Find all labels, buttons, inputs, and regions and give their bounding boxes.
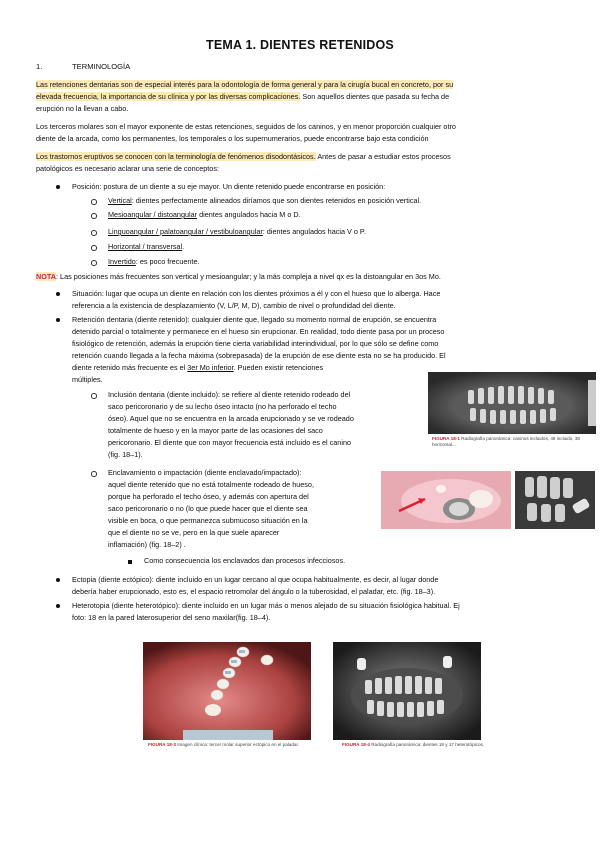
- ectopia-line-2: debería haber erupcionado, esto es, el espacio retromolar del ángulo o la tuberosidad, el paladar, etc. (fig. 18–3).: [72, 587, 436, 596]
- intro-line-2: [36, 91, 564, 103]
- panoramic-radiograph-image: [333, 642, 481, 740]
- figure-18-4-caption: FIGURA 18-4 Radiografía panorámica: dientes 18 y 17 heterotópicos.: [342, 742, 485, 747]
- intro-line-3: erupción no la llevan a cabo.: [36, 104, 129, 113]
- p3-highlight: Los trastornos eruptivos se conocen con la terminología de fenómenos disodontásicos.: [36, 152, 316, 161]
- heterotopia-line-1: Heterotopia (diente heterotópico): diente incluido en un lugar más o menos alejado de su situación fisiológica habitual. Ej: [72, 601, 460, 610]
- section-heading: [36, 62, 130, 71]
- retencion-line-1: Retención dentaria (diente retenido): cualquier diente que, llegado su momento normal de erupción, se encuentra: [72, 315, 437, 324]
- enclavamiento-line-7: inflamación) (fig. 18–2) .: [108, 540, 186, 549]
- figure-18-2-radiograph: [515, 471, 595, 529]
- section-number: 1.: [36, 62, 43, 71]
- figure-18-3-caption: FIGURA 18-3 Imagen clínica: tercer molar superior ectópico en el paladar.: [148, 742, 299, 747]
- intro-highlight-1: Las retenciones dentarias son de especial interés para la odontología de forma general y para la cirugía bucal en concreto, por su: [36, 80, 454, 89]
- retencion-line-4: retención cuando llegada a la fecha máxima (sobrepasada) de la erupción de ese diente esta no se ha producido. El: [72, 351, 446, 360]
- bullet-dot-icon: [56, 185, 60, 189]
- ectopia-line-1: Ectopia (diente ectópico): diente incluido en un lugar cercano al que ocupa habitualmente, es decir, al lugar donde: [72, 575, 439, 584]
- bullet-circle-icon: [91, 471, 97, 477]
- p2-line-1: Los terceros molares son el mayor exponente de estas retenciones, seguidos de los caninos, y en menor proporción cualquier otro: [36, 122, 456, 131]
- posicion-item-4: Horizontal / transversal.: [108, 242, 185, 251]
- bullet-circle-icon: [91, 245, 97, 251]
- enclavamiento-sub: Como consecuencia los enclavados dan procesos infecciosos.: [144, 556, 346, 565]
- retencion-line-6: múltiples.: [72, 375, 103, 384]
- inclusion-line-1: Inclusión dentaria (diente incluido): se refiere al diente retenido rodeado del: [108, 390, 351, 399]
- enclavamiento-line-1: Enclavamiento o impactación (diente enclavado/impactado):: [108, 468, 302, 477]
- bullet-dot-icon: [56, 292, 60, 296]
- situacion-line-2: referencia a la existencia de desplazamiento (V, L/P, M, D), cambio de nivel o profundidad del diente.: [72, 301, 396, 310]
- retencion-line-2: detenido parcial o totalmente y permanece en el hueso sin erupcionar. En realidad, todo diente pasa por un proceso: [72, 327, 445, 336]
- clinical-photo-image: [381, 471, 511, 529]
- posicion-item-2: Mesioangular / distoangular dientes angulados hacia M o D.: [108, 210, 301, 219]
- bullet-square-icon: [128, 560, 132, 564]
- bullet-circle-icon: [91, 230, 97, 236]
- posicion-text: Posición: postura de un diente a su eje mayor. Un diente retenido puede encontrarse en posición:: [72, 182, 386, 191]
- nota: [36, 271, 441, 283]
- palate-photo-image: [143, 642, 311, 740]
- posicion-item-1: Vertical: dientes perfectamente alineados diríamos que son dientes retenidos en posición vertical.: [108, 196, 422, 205]
- page-title: TEMA 1. DIENTES RETENIDOS: [206, 38, 394, 52]
- bullet-dot-icon: [56, 318, 60, 322]
- enclavamiento-line-3: porque ha perforado el techo óseo, y además con apertura del: [108, 492, 309, 501]
- inclusion-line-6: (fig. 18–1).: [108, 450, 143, 459]
- nota-text: : Las posiciones más frecuentes son vertical y mesioangular; y la más compleja a nivel qx es la distoangular en 3os Mo.: [56, 272, 441, 281]
- section-label: TERMINOLOGÍA: [72, 62, 131, 71]
- retencion-line-5: diente retenido más frecuente es el 3er Mo inferior. Pueden existir retenciones: [72, 363, 324, 372]
- intro-line-1: [36, 79, 564, 91]
- inclusion-line-4: totalmente de hueso y en la mayor parte de las ocasiones del saco: [108, 426, 323, 435]
- enclavamiento-line-2: aquel diente retenido que no está totalmente rodeado de hueso,: [108, 480, 314, 489]
- p3-rest: Antes de pasar a estudiar estos procesos: [315, 152, 451, 161]
- inclusion-line-5: pericoronario. El diente que con mayor frecuencia está incluido es el canino: [108, 438, 352, 447]
- bullet-circle-icon: [91, 393, 97, 399]
- enclavamiento-line-4: saco pericoronario o no (lo que puede hacer que el diente sea: [108, 504, 308, 513]
- enclavamiento-line-5: visible en boca, o que permanezca submucoso situación en la: [108, 516, 308, 525]
- intro-rest-2: Son aquellos dientes que pasada su fecha de: [300, 92, 450, 101]
- situacion-line-1: Situación: lugar que ocupa un diente en relación con los dientes próximos a él y con el hueso que lo alberga. Hace: [72, 289, 441, 298]
- figure-18-4-radiograph: [333, 642, 481, 740]
- intro-highlight-2: elevada frecuencia, la importancia de su clínica y por las diversas complicaciones.: [36, 92, 301, 101]
- figure-18-1-radiograph: [428, 372, 596, 434]
- enclavamiento-line-6: que el diente no se ve, pero en la que suele aparecer: [108, 528, 280, 537]
- inclusion-line-3: óseo). Aquel que no se encuentra en la arcada erupcionado y se ve rodeado: [108, 414, 354, 423]
- bullet-circle-icon: [91, 260, 97, 266]
- retencion-line-3: fisiológico de retención, además la erupción tiene cierta variabilidad interindividual, por lo que sólo se define como: [72, 339, 439, 348]
- figure-18-3-clinical-photo: [143, 642, 311, 740]
- posicion-item-5: Invertido: es poco frecuente.: [108, 257, 200, 266]
- radiograph-image: [428, 372, 596, 434]
- nota-label: NOTA: [36, 272, 57, 281]
- heterotopia-line-2: foto: 18 en la pared laterosuperior del seno maxilar(fig. 18–4).: [72, 613, 271, 622]
- radiograph-detail-image: [515, 471, 595, 529]
- inclusion-line-2: saco pericoronario y de su lecho óseo intacto (no ha perforado el techo: [108, 402, 337, 411]
- posicion-item-3: Linguoangular / palatoangular / vestibuloangular: dientes angulados hacia V o P.: [108, 227, 366, 236]
- figure-18-2-clinical-photo: [381, 471, 511, 529]
- bullet-circle-icon: [91, 213, 97, 219]
- bullet-dot-icon: [56, 604, 60, 608]
- p3-line-1: [36, 151, 451, 163]
- p3-line-2: patológicos es necesario aclarar una serie de conceptos:: [36, 164, 219, 173]
- bullet-circle-icon: [91, 199, 97, 205]
- bullet-dot-icon: [56, 578, 60, 582]
- figure-18-1-caption: FIGURA 18-1 Radiografía panorámica: caninos incluidos, 48 incluido, 38 horizontal...: [432, 436, 580, 447]
- p2-line-2: diente de la arcada, como los permanentes, los temporales o los supernumerarios, puede encontrarse bajo esta condición: [36, 134, 429, 143]
